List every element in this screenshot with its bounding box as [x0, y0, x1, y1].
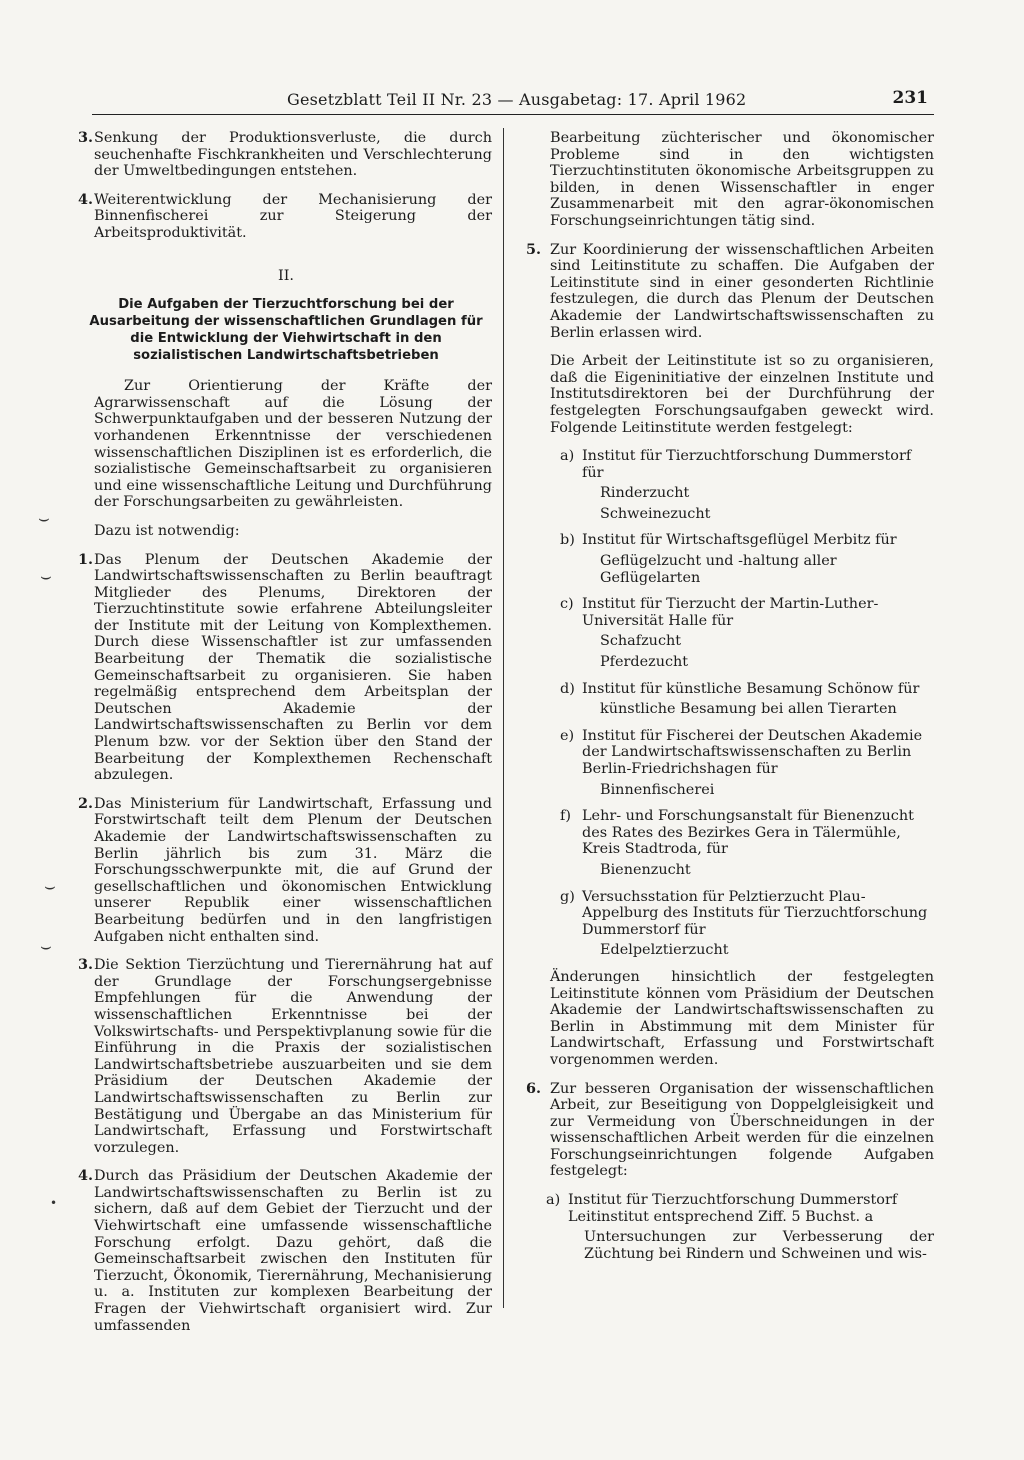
margin-check-mark: ⌣: [44, 876, 56, 897]
leitinstitut-item: [524, 808, 934, 878]
item-text: Durch das Präsidium der Deutschen Akademie der Landwirtschaftswissenschaften zu Berlin ist zu sichern, daß auf dem Gebiet der Tierzucht und der Viehwirtschaft eine umfassende wissenschaftliche Forschung erfolgt. Dazu gehört, daß die Gemeinschaftsarbeit zwischen den Instituten für Tierzucht, Ökonomik, Tierernährung, Mechanisierung u. a. Instituten zur komplexen Bearbeitung der Fragen der Viehwirtschaft organisiert wird. Zur umfassenden: [94, 1168, 492, 1334]
list-item-4: [60, 1168, 492, 1334]
subitem-field: Bienenzucht: [600, 861, 691, 878]
item-number: 6.: [526, 1079, 542, 1097]
dazu-line: Dazu ist notwendig:: [94, 522, 240, 539]
subitem-field: künstliche Besamung bei allen Tierarten: [600, 701, 897, 718]
item-number: 3.: [78, 956, 94, 974]
subitem-letter: e): [560, 727, 575, 744]
item-text: Zur Koordinierung der wissenschaftlichen Arbeiten sind Leitinstitute zu schaffen. Die Aufgaben der Leitinstitute sind in einer gesonderten Richtlinie festzulegen, die durch das Plenum der Deutschen Akademie der Landwirtschaftswissenschaften zu Berlin erlassen wird.: [550, 241, 934, 341]
subitem-field: Schafzucht: [600, 633, 682, 650]
subitem-text: Institut für Tierzucht der Martin-Luther-Universität Halle für: [582, 596, 879, 629]
subitem-letter: g): [560, 888, 575, 905]
item-text: Senkung der Produktionsverluste, die durch seuchenhafte Fischkrankheiten und Verschlechterung der Umweltbedingungen entstehen.: [94, 130, 492, 180]
list-item-6: [524, 1081, 934, 1181]
page-header: [92, 88, 934, 115]
item-text: Die Sektion Tierzüchtung und Tierernährung hat auf der Grundlage der Forschungsergebnisse Empfehlungen für die Anwendung der wissenschaftlichen Erkenntnisse bei der Volkswirtschafts- und Perspektivplanung sowie für die Einführung in die Praxis der sozialistischen Landwirtschaftsbetriebe auszuarbeiten und sie dem Präsidium der Deutschen Akademie der Landwirtschaftswissenschaften zu Berlin zur Bestätigung und Übergabe an das Ministerium für Landwirtschaft, Erfassung und Forstwirtschaft vorzulegen.: [94, 957, 492, 1156]
item-number: 1.: [78, 550, 94, 568]
item-6-subitem-a: [524, 1192, 934, 1262]
section-number: II.: [278, 267, 294, 284]
item-text: Zur besseren Organisation der wissenschaftlichen Arbeit, zur Beseitigung von Doppelgleisigkeit und zur Vermeidung von Überschneidungen in der wissenschaftlichen Arbeit werden für die einzelnen Forschungseinrichtungen folgende Aufgaben festgelegt:: [550, 1080, 934, 1180]
subitem-field: Rinderzucht: [600, 485, 690, 502]
subitem-text: Institut für Wirtschaftsgeflügel Merbitz für: [582, 532, 897, 549]
leitinstitut-item: [524, 448, 934, 522]
leitinstitut-item: [524, 889, 934, 959]
leitinstitut-item: [524, 681, 934, 718]
subitem-letter: b): [560, 532, 575, 549]
leitinstitute-list: [524, 448, 934, 959]
leitinstitut-item: [524, 728, 934, 798]
leitinstitut-item: [524, 596, 934, 670]
leitinstitut-item: [524, 532, 934, 586]
margin-check-mark: ⌣: [40, 566, 52, 587]
subitem-field: Pferdezucht: [600, 654, 689, 671]
list-item-5: [524, 242, 934, 342]
subitem-text: Lehr- und Forschungsanstalt für Bienenzucht des Rates des Bezirkes Gera in Tälermühle, Kreis Stadtroda, für: [582, 808, 914, 858]
page-number: 231: [892, 88, 928, 108]
margin-check-mark: ⌣: [38, 508, 50, 529]
subitem-field: Edelpelztierzucht: [600, 942, 729, 959]
item-number: 5.: [526, 240, 542, 258]
subitem-letter: a): [546, 1192, 561, 1209]
subitem-letter: f): [560, 808, 571, 825]
item-text: Das Plenum der Deutschen Akademie der Landwirtschaftswissenschaften zu Berlin beauftragt Mitglieder des Plenums, Direktoren der Tierzuchtinstitute sowie erfahrene Abteilungsleiter der Institute mit der Leitung von Komplexthemen. Durch diese Wissenschaftler ist zur umfassenden Bearbeitung der Thematik die sozialistische Gemeinschaftsarbeit zu organisieren. Sie haben regelmäßig entsprechend dem Arbeitsplan der Deutschen Akademie der Landwirtschaftswissenschaften zu Berlin vor dem Plenum bzw. vor der Sektion über den Stand der Bearbeitung der Komplexthemen Rechenschaft abzulegen.: [94, 551, 492, 784]
item-number: 3.: [78, 129, 94, 146]
item-text: Das Ministerium für Landwirtschaft, Erfassung und Forstwirtschaft teilt dem Plenum der Deutschen Akademie der Landwirtschaftswissenschaften zu Berlin jährlich bis zum 31. März die Forschungsschwerpunkte mit, die auf Grund der gesellschaftlichen und ökonomischen Entwicklung unserer Republik einer wissenschaftlichen Bearbeitung bedürfen und in den langfristigen Aufgaben nicht enthalten sind.: [94, 795, 492, 945]
margin-dot: •: [50, 1196, 58, 1210]
subitem-field: Binnenfischerei: [600, 781, 715, 798]
item-text: Weiterentwicklung der Mechanisierung der Binnenfischerei zur Steigerung der Arbeitsproduktivität.: [94, 191, 492, 241]
header-title: Gesetzblatt Teil II Nr. 23 — Ausgabetag: 17. April 1962: [287, 90, 747, 109]
subitem-text: Institut für Tierzuchtforschung Dummerstorf für: [582, 448, 912, 481]
column-divider: [503, 128, 504, 1308]
item-number: 4.: [78, 1167, 94, 1185]
subitem-text: Institut für Fischerei der Deutschen Akademie der Landwirtschaftswissenschaften zu Berlin Berlin-Friedrichshagen für: [582, 727, 923, 777]
subitem-field: Geflügelzucht und -haltung aller Geflügelarten: [600, 553, 837, 586]
list-item-3-top: [60, 130, 492, 180]
right-column: [524, 130, 934, 1270]
subitem-text: Versuchsstation für Pelztierzucht Plau-Appelburg des Instituts für Tierzuchtforschung Dummerstorf für: [582, 888, 928, 938]
item-number: 4.: [78, 190, 94, 208]
item-5-paragraph-2: Die Arbeit der Leitinstitute ist so zu organisieren, daß die Eigeninitiative der einzelnen Institute und Institutsdirektoren bei der Durchführung der festgelegten Forschungsaufgaben geweckt wird. Folgende Leitinstitute werden festgelegt:: [550, 353, 934, 436]
subitem-field: Schweinezucht: [600, 505, 711, 522]
list-item-1: [60, 552, 492, 784]
subitem-letter: d): [560, 680, 575, 697]
list-item-2: [60, 796, 492, 945]
left-column: [60, 130, 492, 1346]
subitem-text: Institut für künstliche Besamung Schönow für: [582, 680, 920, 697]
margin-check-mark: ⌣: [40, 936, 52, 957]
subitem-letter: a): [560, 448, 575, 465]
list-item-3: [60, 957, 492, 1156]
subitem-detail: Untersuchungen zur Verbesserung der Züchtung bei Rindern und Schweinen und wis-: [584, 1229, 934, 1262]
intro-paragraph: Zur Orientierung der Kräfte der Agrarwissenschaft auf die Lösung der Schwerpunktaufgaben und der besseren Nutzung der vorhandenen Erkenntnisse der verschiedenen wissenschaftlichen Disziplinen ist es erforderlich, die sozialistische Gemeinschaftsarbeit zu organisieren und eine wissenschaftliche Leitung und Durchführung der Forschungsarbeiten zu gewährleisten.: [94, 378, 492, 511]
list-item-4-top: [60, 192, 492, 242]
subitem-text: Institut für Tierzuchtforschung Dummerstorf Leitinstitut entsprechend Ziff. 5 Buchst. a: [568, 1192, 898, 1225]
subitem-letter: c): [560, 596, 574, 613]
item-number: 2.: [78, 794, 94, 812]
continuation-paragraph: Bearbeitung züchterischer und ökonomischer Probleme sind in den wichtigsten Tierzuchtinstituten ökonomische Arbeitsgruppen zu bilden, in denen Wissenschaftler in enger Zusammenarbeit mit den agrar-ökonomischen Forschungseinrichtungen tätig sind.: [550, 130, 934, 229]
changes-paragraph: Änderungen hinsichtlich der festgelegten Leitinstitute können vom Präsidium der Deutschen Akademie der Landwirtschaftswissenschaften zu Berlin in Abstimmung mit dem Minister für Landwirtschaft, Erfassung und Forstwirtschaft vorgenommen werden.: [550, 968, 934, 1068]
section-heading: Die Aufgaben der Tierzuchtforschung bei der Ausarbeitung der wissenschaftlichen Grundlagen für die Entwicklung der Viehwirtschaft in den sozialistischen Landwirtschaftsbetrieben: [89, 297, 483, 364]
